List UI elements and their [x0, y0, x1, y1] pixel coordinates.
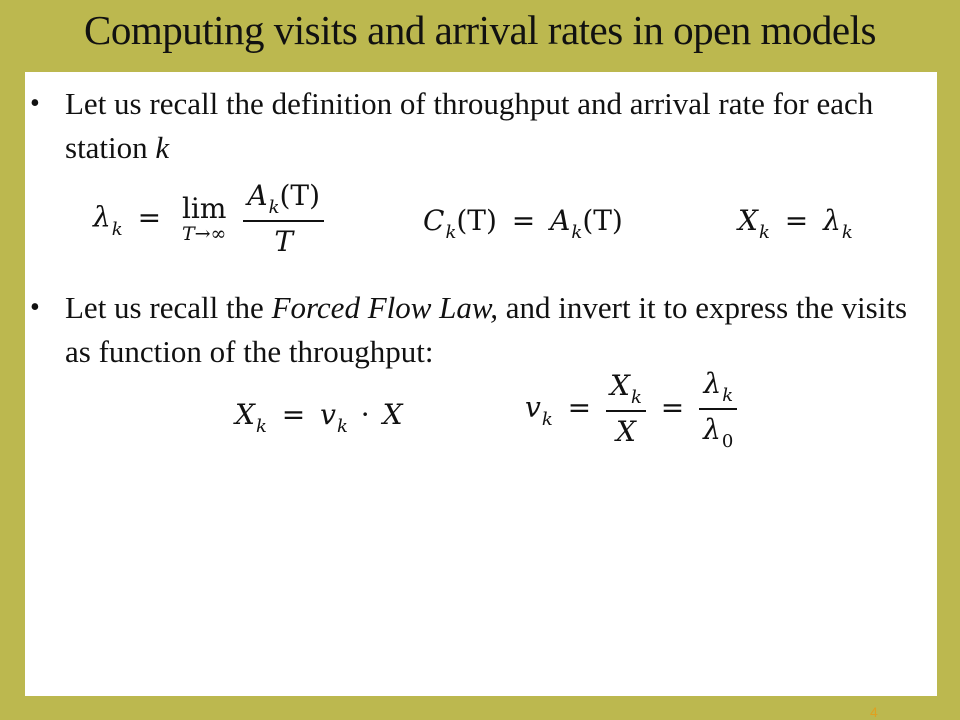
- slide-number: 4: [870, 704, 878, 720]
- equation-throughput: $X_k = \lambda_k$: [738, 204, 853, 243]
- bullet-throughput-definition: [25, 82, 925, 172]
- equation-visits: $v_k$ = $\frac{X_k}{X}$ = $\frac{\lambda_k}{\lambda_0}$: [525, 364, 737, 454]
- slide-title: Computing visits and arrival rates in open models: [84, 7, 876, 53]
- bullet-icon: •: [30, 292, 40, 323]
- content-panel: [25, 72, 937, 696]
- equation-arrival-rate: $\lambda_k$ = lim T→∞ $\frac{A_k(T)}{T}$: [93, 176, 324, 262]
- bullet-forced-flow-law: [25, 286, 925, 376]
- bullet-text: Let us recall the Forced Flow Law, and invert it to express the visits as function of the throughput:: [65, 290, 908, 369]
- bullet-icon: •: [30, 88, 40, 119]
- bullet-text: Let us recall the definition of throughput and arrival rate for each station k: [65, 86, 874, 165]
- equation-completions: $C_k(T) = A_k(T)$: [423, 204, 623, 243]
- equation-forced-flow: $X_k = v_k \cdot X$: [235, 398, 403, 437]
